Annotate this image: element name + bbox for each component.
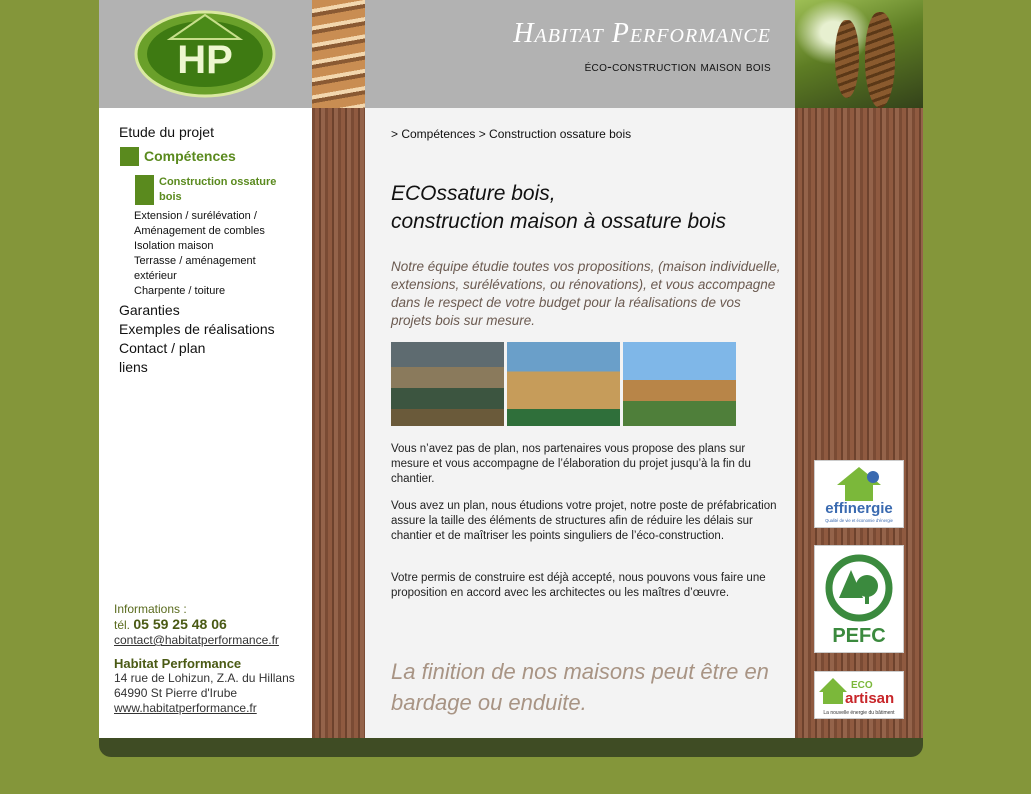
active-marker-icon (120, 147, 139, 166)
subnav-item-isolation[interactable]: Isolation maison (134, 240, 214, 252)
pine-cones-image (795, 0, 923, 108)
wood-slats-image (312, 0, 365, 108)
finish-statement: La finition de nos maisons peut être en bardage ou enduite. (391, 659, 769, 715)
nav-item-label: Compétences (144, 148, 236, 164)
svg-text:HP: HP (177, 38, 233, 82)
page-title-line1: ECOssature bois, (391, 182, 556, 205)
nav-item-liens[interactable]: liens (119, 359, 148, 375)
page-title-line2: construction maison à ossature bois (391, 210, 727, 233)
nav-item-competences[interactable] (120, 146, 238, 166)
address-line1: 14 rue de Lohizun, Z.A. du Hillans (114, 671, 295, 685)
subnav-item-extension[interactable]: Extension / surélévation / Aménagement de combles (134, 210, 265, 237)
contact-label: Informations : (114, 602, 187, 616)
main-content (365, 108, 795, 740)
phone-line (114, 617, 309, 633)
pine-cone-icon (835, 20, 859, 98)
logo[interactable] (134, 9, 276, 98)
paragraph-permit: Votre permis de construire est déjà accepté, nous pouvons vous faire une proposition en accord avec les architectes ou les maîtres d’œuvre. (391, 572, 766, 599)
page-container (99, 0, 923, 740)
active-marker-icon (135, 175, 154, 205)
website-link[interactable]: www.habitatperformance.fr (114, 701, 257, 715)
subnav-item-ossature[interactable] (135, 175, 295, 205)
contact-block (114, 602, 309, 716)
workshop-photo[interactable] (391, 342, 504, 426)
page-title (391, 180, 726, 236)
eco-artisan-logo-icon (815, 672, 903, 718)
svg-text:artisan: artisan (845, 690, 895, 707)
site-title: Habitat Performance (513, 18, 771, 49)
subnav-item-terrasse[interactable]: Terrasse / aménagement extérieur (134, 255, 256, 282)
svg-text:ECO: ECO (851, 680, 873, 691)
intro-text: Notre équipe étudie toutes vos propositions, (maison individuelle, extensions, surélévations, ou rénovations), et vous accompagne dans le respect de votre budget pour la réalisations de vos projets bois sur mesure. (391, 259, 781, 328)
nav-item-etude[interactable]: Etude du projet (119, 124, 214, 140)
company-name: Habitat Performance (114, 656, 242, 671)
header-title-area (365, 0, 795, 108)
subnav-item-label: Construction ossature bois (159, 176, 277, 203)
pefc-logo-icon (815, 546, 903, 652)
svg-text:effinergie: effinergie (825, 500, 893, 517)
paragraph-with-plan: Vous avez un plan, nous étudions votre projet, notre poste de préfabrication assure la taille des éléments de structures afin de réduire les délais sur chantier et de maîtriser les points singuliers de l’éco-construction. (391, 500, 777, 542)
phone-prefix: tél. (114, 618, 131, 632)
phone-number: 05 59 25 48 06 (133, 616, 227, 632)
svg-text:Qualité de vie et économie d'é: Qualité de vie et économie d'énergie (825, 518, 893, 523)
svg-text:PEFC: PEFC (832, 625, 886, 647)
photo-gallery (391, 342, 736, 426)
pefc-badge[interactable] (814, 545, 904, 653)
nav-item-garanties[interactable]: Garanties (119, 302, 180, 318)
footer-bar (99, 738, 923, 757)
site-subtitle: éco-construction maison bois (584, 58, 771, 74)
address-line2: 64990 St Pierre d'Irube (114, 686, 238, 700)
pine-cone-icon (865, 12, 895, 108)
roof-truss-photo[interactable] (623, 342, 736, 426)
effinergie-logo-icon (815, 461, 903, 527)
paragraph-no-plan: Vous n’avez pas de plan, nos partenaires vous propose des plans sur mesure et vous accompagne de l’élaboration du projet jusqu’à la fin du chantier. (391, 443, 751, 485)
eco-artisan-badge[interactable] (814, 671, 904, 719)
contact-email-link[interactable]: contact@habitatperformance.fr (114, 633, 279, 647)
effinergie-badge[interactable] (814, 460, 904, 528)
wall-lift-photo[interactable] (507, 342, 620, 426)
breadcrumb[interactable]: > Compétences > Construction ossature bois (391, 127, 632, 141)
nav-item-exemples[interactable]: Exemples de réalisations (119, 321, 275, 337)
logo-area (99, 0, 312, 108)
wood-column-left (312, 108, 365, 740)
svg-text:La nouvelle énergie du bâtimen: La nouvelle énergie du bâtiment (823, 710, 895, 716)
subnav-item-charpente[interactable]: Charpente / toiture (134, 285, 226, 297)
nav-item-contact[interactable]: Contact / plan (119, 340, 206, 356)
